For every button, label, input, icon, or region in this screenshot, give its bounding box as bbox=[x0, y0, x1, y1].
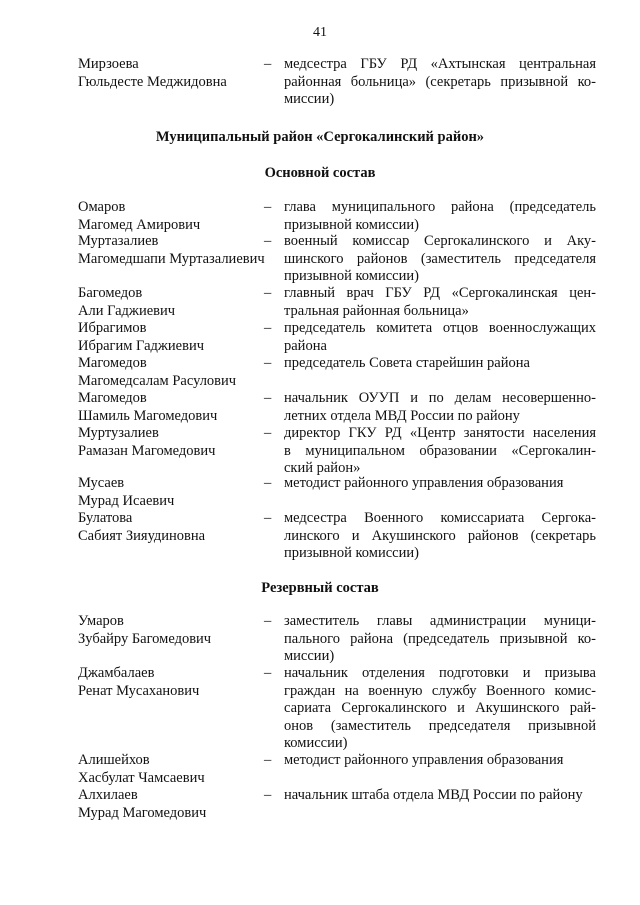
member-role-line: граждан на военную службу Военного комис- bbox=[284, 682, 596, 699]
member-name bbox=[78, 665, 258, 700]
member-role-line: миссии) bbox=[284, 91, 335, 108]
member-name-line: Магомед Амирович bbox=[78, 216, 201, 233]
member-name bbox=[78, 613, 258, 648]
entry-dash: – bbox=[264, 752, 272, 768]
member-name-line: Али Гаджиевич bbox=[78, 302, 176, 319]
member-role-line: призывной комиссии) bbox=[284, 268, 419, 285]
member-role bbox=[284, 665, 596, 753]
member-name bbox=[78, 475, 258, 510]
member-role-line: заместитель главы администрации муници- bbox=[284, 613, 596, 629]
member-name-line: Гюльдесте Меджидовна bbox=[78, 73, 227, 90]
member-name bbox=[78, 233, 265, 268]
member-role bbox=[284, 613, 596, 666]
member-role-line: начальник отделения подготовки и призыва bbox=[284, 665, 596, 681]
member-role-line: методист районного управления образования bbox=[284, 752, 564, 768]
member-role-line: председатель Совета старейшин района bbox=[284, 355, 530, 371]
member-role-line: начальник штаба отдела МВД России по району bbox=[284, 787, 583, 803]
member-name-line: Умаров bbox=[78, 613, 124, 629]
entry-dash: – bbox=[264, 425, 272, 441]
member-name bbox=[78, 320, 258, 355]
entry-dash: – bbox=[264, 475, 272, 491]
member-name-line: Магомедов bbox=[78, 390, 147, 406]
member-name-line: Джамбалаев bbox=[78, 665, 155, 681]
member-role bbox=[284, 56, 596, 109]
member-role-line: районная больница» (секретарь призывной ко- bbox=[284, 73, 596, 90]
entry-dash: – bbox=[264, 56, 272, 72]
member-name-line: Омаров bbox=[78, 199, 126, 215]
member-name-line: Муртузалиев bbox=[78, 425, 159, 441]
entry-dash: – bbox=[264, 613, 272, 629]
member-role bbox=[284, 199, 596, 234]
member-name-line: Сабият Зияудиновна bbox=[78, 527, 206, 544]
member-role bbox=[284, 787, 596, 805]
member-name bbox=[78, 199, 258, 234]
member-role bbox=[284, 320, 596, 355]
member-role-line: комиссии) bbox=[284, 735, 348, 752]
member-role-line: миссии) bbox=[284, 648, 335, 665]
entry-dash: – bbox=[264, 665, 272, 681]
member-name-line: Мурад Исаевич bbox=[78, 492, 175, 509]
entry-dash: – bbox=[264, 285, 272, 301]
member-name-line: Булатова bbox=[78, 510, 133, 526]
member-role-line: онов (заместитель председателя призывной bbox=[284, 717, 596, 734]
member-name-line: Хасбулат Чамсаевич bbox=[78, 769, 205, 786]
member-name-line: Магомедсалам Расулович bbox=[78, 372, 237, 389]
entry-dash: – bbox=[264, 199, 272, 215]
member-name-line: Магомедшапи Муртазалиевич bbox=[78, 250, 265, 267]
entry-dash: – bbox=[264, 233, 272, 249]
member-name bbox=[78, 752, 258, 787]
entry-dash: – bbox=[264, 510, 272, 526]
member-name-line: Магомедов bbox=[78, 355, 147, 371]
member-name-line: Ренат Мусаханович bbox=[78, 682, 200, 699]
member-role-line: методист районного управления образования bbox=[284, 475, 564, 491]
member-name-line: Мурад Магомедович bbox=[78, 804, 207, 821]
member-role-line: ский район» bbox=[284, 460, 361, 477]
member-name-line: Багомедов bbox=[78, 285, 143, 301]
member-name bbox=[78, 285, 258, 320]
member-name bbox=[78, 787, 258, 822]
reserve-composition-heading: Резервный состав bbox=[261, 580, 379, 596]
member-name-line: Зубайру Багомедович bbox=[78, 630, 212, 647]
entry-dash: – bbox=[264, 390, 272, 406]
member-name bbox=[78, 425, 258, 460]
member-name-line: Мирзоева bbox=[78, 56, 139, 72]
member-name bbox=[78, 510, 258, 545]
member-role-line: директор ГКУ РД «Центр занятости населения bbox=[284, 425, 596, 441]
member-role-line: глава муниципального района (председатель bbox=[284, 199, 596, 215]
member-role bbox=[284, 425, 596, 478]
member-role-line: начальник ОУУП и по делам несовершенно- bbox=[284, 390, 596, 406]
member-role-line: летних отдела МВД России по району bbox=[284, 407, 520, 424]
member-name bbox=[78, 390, 258, 425]
member-name-line: Ибрагим Гаджиевич bbox=[78, 337, 204, 354]
entry-dash: – bbox=[264, 787, 272, 803]
member-name-line: Муртазалиев bbox=[78, 233, 159, 249]
member-role-line: в муниципальном образовании «Сергокалин- bbox=[284, 442, 596, 459]
member-role-line: пального района (председатель призывной ко- bbox=[284, 630, 596, 647]
member-role-line: шинского районов (заместитель председателя bbox=[284, 250, 596, 267]
member-name-line: Алхилаев bbox=[78, 787, 138, 803]
member-name-line: Алишейхов bbox=[78, 752, 150, 768]
member-role-line: главный врач ГБУ РД «Сергокалинская цен- bbox=[284, 285, 596, 301]
member-name-line: Мусаев bbox=[78, 475, 125, 491]
member-role bbox=[284, 752, 596, 770]
page-number: 41 bbox=[313, 25, 327, 40]
member-role-line: председатель комитета отцов военнослужащих bbox=[284, 320, 596, 336]
member-role bbox=[284, 510, 596, 563]
member-role bbox=[284, 475, 596, 493]
member-role-line: медсестра Военного комиссариата Сергока- bbox=[284, 510, 596, 526]
member-role bbox=[284, 233, 596, 286]
member-role-line: медсестра ГБУ РД «Ахтынская центральная bbox=[284, 56, 596, 72]
entry-dash: – bbox=[264, 320, 272, 336]
member-role-line: призывной комиссии) bbox=[284, 545, 419, 562]
member-name-line: Шамиль Магомедович bbox=[78, 407, 218, 424]
member-role-line: тральная районная больница» bbox=[284, 302, 469, 319]
member-role-line: линского и Акушинского районов (секретарь bbox=[284, 527, 596, 544]
entry-dash: – bbox=[264, 355, 272, 371]
member-name-line: Ибрагимов bbox=[78, 320, 147, 336]
member-role-line: военный комиссар Сергокалинского и Аку- bbox=[284, 233, 596, 249]
member-role bbox=[284, 390, 596, 425]
member-role bbox=[284, 285, 596, 320]
member-role bbox=[284, 355, 596, 373]
district-title: Муниципальный район «Сергокалинский район» bbox=[155, 129, 485, 145]
member-role-line: района bbox=[284, 337, 327, 354]
member-role-line: сариата Сергокалинского и Акушинского рай- bbox=[284, 700, 596, 717]
member-name bbox=[78, 355, 258, 390]
member-name bbox=[78, 56, 258, 91]
member-role-line: призывной комиссии) bbox=[284, 216, 419, 233]
member-name-line: Рамазан Магомедович bbox=[78, 442, 216, 459]
main-composition-heading: Основной состав bbox=[264, 165, 376, 181]
